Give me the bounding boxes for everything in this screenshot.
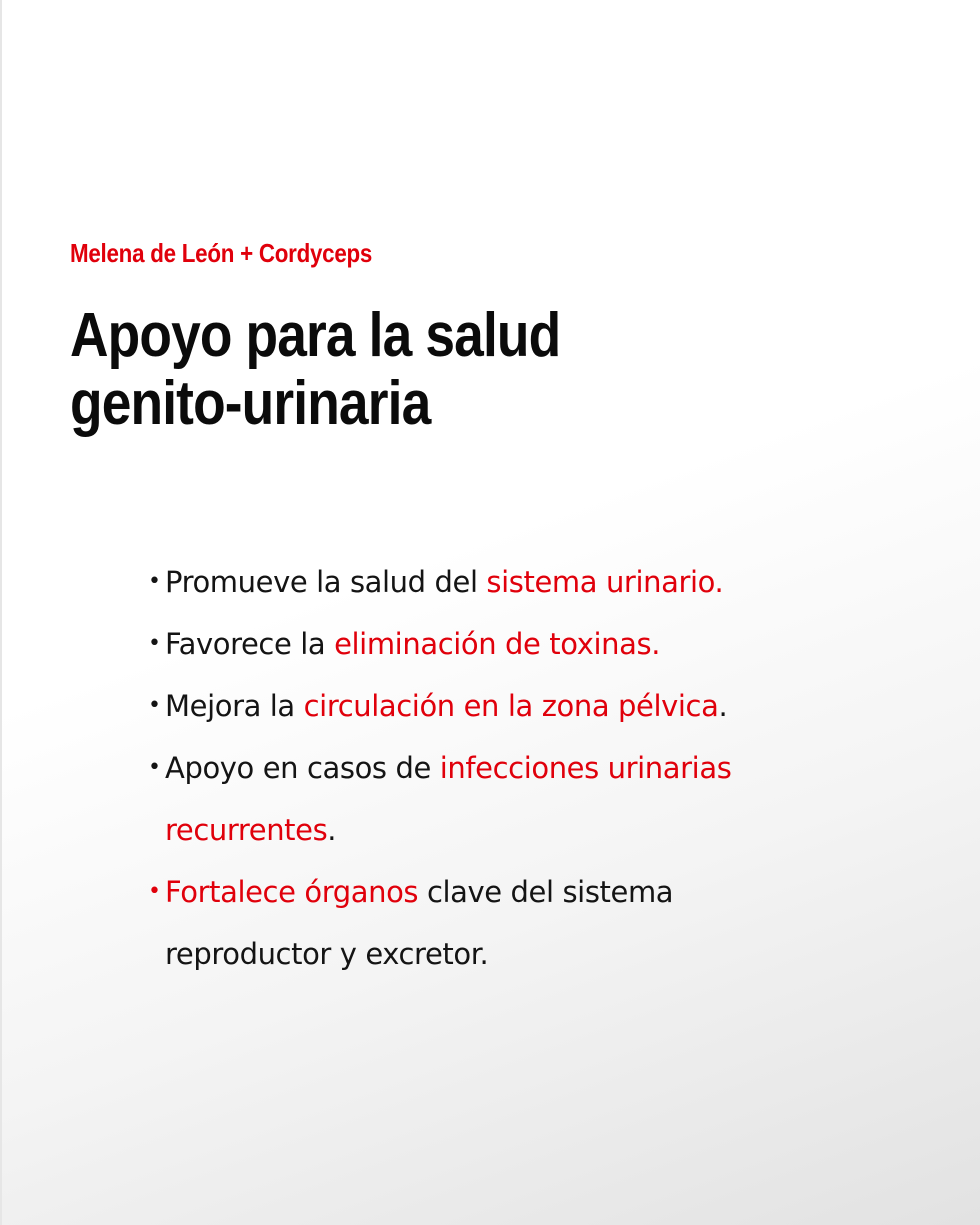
benefit-text: Mejora la: [165, 689, 304, 723]
benefit-line: [165, 613, 848, 675]
benefit-text: .: [718, 689, 728, 723]
benefit-highlight: sistema urinario.: [486, 565, 724, 599]
benefit-text: Promueve la salud del: [165, 565, 487, 599]
benefit-text: Apoyo en casos de: [165, 751, 440, 785]
benefit-line: [165, 923, 848, 985]
benefit-item-toxin-elimination: [148, 613, 848, 675]
benefit-text: Favorece la: [165, 627, 335, 661]
benefit-text: .: [327, 813, 337, 847]
bullet-marker: •: [148, 755, 161, 780]
benefit-item-urinary-system: [148, 551, 848, 613]
benefits-list: [148, 551, 848, 985]
benefit-text: clave del sistema: [418, 875, 674, 909]
benefit-item-urinary-infections: [148, 737, 848, 861]
benefit-line: [165, 675, 848, 737]
benefit-highlight: infecciones urinarias: [439, 751, 732, 785]
title-line-2: genito-urinaria: [70, 369, 431, 438]
benefit-line: [165, 737, 848, 799]
benefit-highlight: Fortalece órganos: [165, 875, 419, 909]
bullet-marker: •: [148, 693, 161, 718]
page-title: [70, 302, 560, 438]
benefit-highlight: circulación en la zona pélvica: [303, 689, 719, 723]
title-line-1: Apoyo para la salud: [70, 301, 561, 370]
bullet-marker: •: [148, 879, 161, 904]
benefit-line: [165, 551, 848, 613]
benefit-item-organ-strengthening: [148, 861, 848, 985]
left-edge-line: [0, 0, 2, 1225]
benefit-highlight: eliminación de toxinas.: [334, 627, 661, 661]
benefit-item-pelvic-circulation: [148, 675, 848, 737]
bullet-marker: •: [148, 569, 161, 594]
benefit-line: [165, 861, 848, 923]
bullet-marker: •: [148, 631, 161, 656]
benefit-text: reproductor y excretor.: [165, 937, 489, 971]
benefit-line: [165, 799, 848, 861]
product-subtitle: Melena de León + Cordyceps: [70, 238, 373, 268]
benefit-highlight: recurrentes: [165, 813, 328, 847]
